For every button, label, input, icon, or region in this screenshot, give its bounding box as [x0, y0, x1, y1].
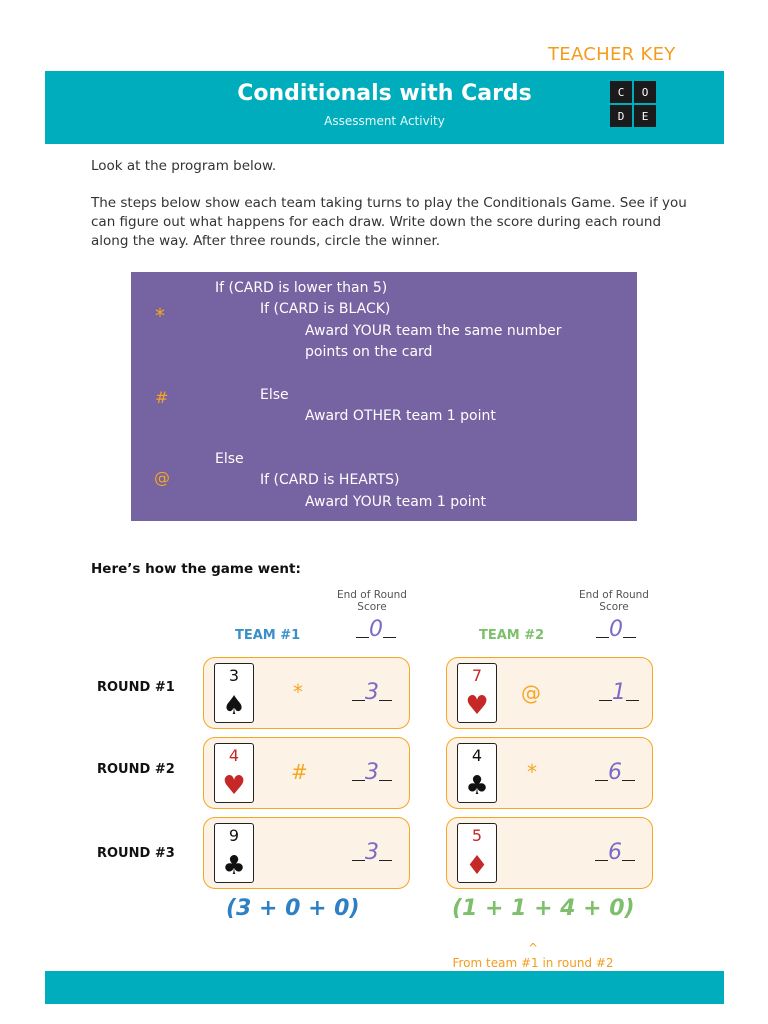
score-value: 0: [609, 617, 623, 642]
code-logo: [610, 81, 656, 127]
round1-team1-row: [203, 657, 410, 729]
intro-paragraph-2: The steps below show each team taking turns to play the Conditionals Game. See if you can figure out what happens for each draw. Write down the score during each round along the way. After three rounds, circle the winner.: [91, 195, 687, 249]
page-subtitle: Assessment Activity: [324, 114, 445, 128]
round2-team2-row: [446, 737, 653, 809]
playing-card: [457, 823, 497, 883]
program-box: [131, 272, 637, 521]
footer-bar: [45, 971, 724, 1004]
round-score: [352, 840, 392, 865]
team2-start-score: [596, 617, 636, 642]
playing-card: [457, 743, 497, 803]
team2-score-header: End of Round Score: [579, 589, 649, 613]
club-icon: ♣: [465, 771, 489, 801]
team2-sum: (1 + 1 + 4 + 0): [452, 896, 635, 921]
header-bar: [45, 71, 724, 144]
teacher-key-label: TEACHER KEY: [548, 44, 676, 65]
card-rank: 5: [471, 826, 483, 845]
card-rank: 3: [228, 666, 240, 685]
note-text: From team #1 in round #2: [452, 956, 614, 970]
program-line: If (CARD is BLACK): [260, 301, 391, 317]
club-icon: ♣: [222, 851, 246, 881]
team1-label: TEAM #1: [235, 628, 301, 643]
score-value: 3: [365, 680, 379, 705]
heart-icon: ♥: [222, 771, 246, 801]
round3-team2-row: [446, 817, 653, 889]
page-title: Conditionals with Cards: [237, 81, 532, 106]
game-section-label: Here’s how the game went:: [91, 561, 301, 577]
asterisk-symbol: *: [155, 304, 165, 328]
card-rank: 4: [471, 746, 483, 765]
round-score: [599, 680, 639, 705]
playing-card: [214, 663, 254, 723]
playing-card: [214, 823, 254, 883]
round1-team2-row: [446, 657, 653, 729]
at-symbol: @: [521, 681, 541, 705]
intro-text: [91, 157, 691, 269]
team2-label: TEAM #2: [479, 628, 545, 643]
logo-letter: C: [610, 81, 632, 103]
note-caret: ^: [527, 941, 539, 955]
playing-card: [214, 743, 254, 803]
round2-team1-row: [203, 737, 410, 809]
program-line: points on the card: [305, 344, 433, 360]
program-line: Award YOUR team the same number: [305, 323, 562, 339]
team1-start-score: [356, 617, 396, 642]
score-value: 3: [365, 840, 379, 865]
round-score: [595, 840, 635, 865]
program-line: Else: [215, 451, 244, 467]
round-score: [352, 680, 392, 705]
logo-letter: O: [634, 81, 656, 103]
diamond-icon: ♦: [465, 851, 489, 881]
asterisk-symbol: *: [527, 760, 537, 784]
logo-letter: E: [634, 105, 656, 127]
spade-icon: ♠: [222, 691, 246, 721]
score-value: 0: [369, 617, 383, 642]
logo-letter: D: [610, 105, 632, 127]
program-line: Award YOUR team 1 point: [305, 494, 486, 510]
hash-symbol: #: [291, 760, 308, 784]
round-score: [352, 760, 392, 785]
score-value: 6: [608, 760, 622, 785]
score-value: 1: [612, 680, 626, 705]
intro-paragraph-1: Look at the program below.: [91, 158, 277, 174]
program-line: Else: [260, 387, 289, 403]
at-symbol: @: [154, 468, 170, 487]
playing-card: [457, 663, 497, 723]
program-line: If (CARD is lower than 5): [215, 280, 388, 296]
round-label: ROUND #1: [97, 680, 175, 695]
round-label: ROUND #3: [97, 846, 175, 861]
hash-symbol: #: [155, 388, 169, 407]
card-rank: 9: [228, 826, 240, 845]
card-rank: 4: [228, 746, 240, 765]
round-score: [595, 760, 635, 785]
heart-icon: ♥: [465, 691, 489, 721]
asterisk-symbol: *: [293, 680, 303, 704]
score-value: 3: [365, 760, 379, 785]
score-value: 6: [608, 840, 622, 865]
program-line: If (CARD is HEARTS): [260, 472, 400, 488]
program-line: Award OTHER team 1 point: [305, 408, 496, 424]
round-label: ROUND #2: [97, 762, 175, 777]
team1-score-header: End of Round Score: [337, 589, 407, 613]
card-rank: 7: [471, 666, 483, 685]
team1-sum: (3 + 0 + 0): [226, 896, 360, 921]
round3-team1-row: [203, 817, 410, 889]
